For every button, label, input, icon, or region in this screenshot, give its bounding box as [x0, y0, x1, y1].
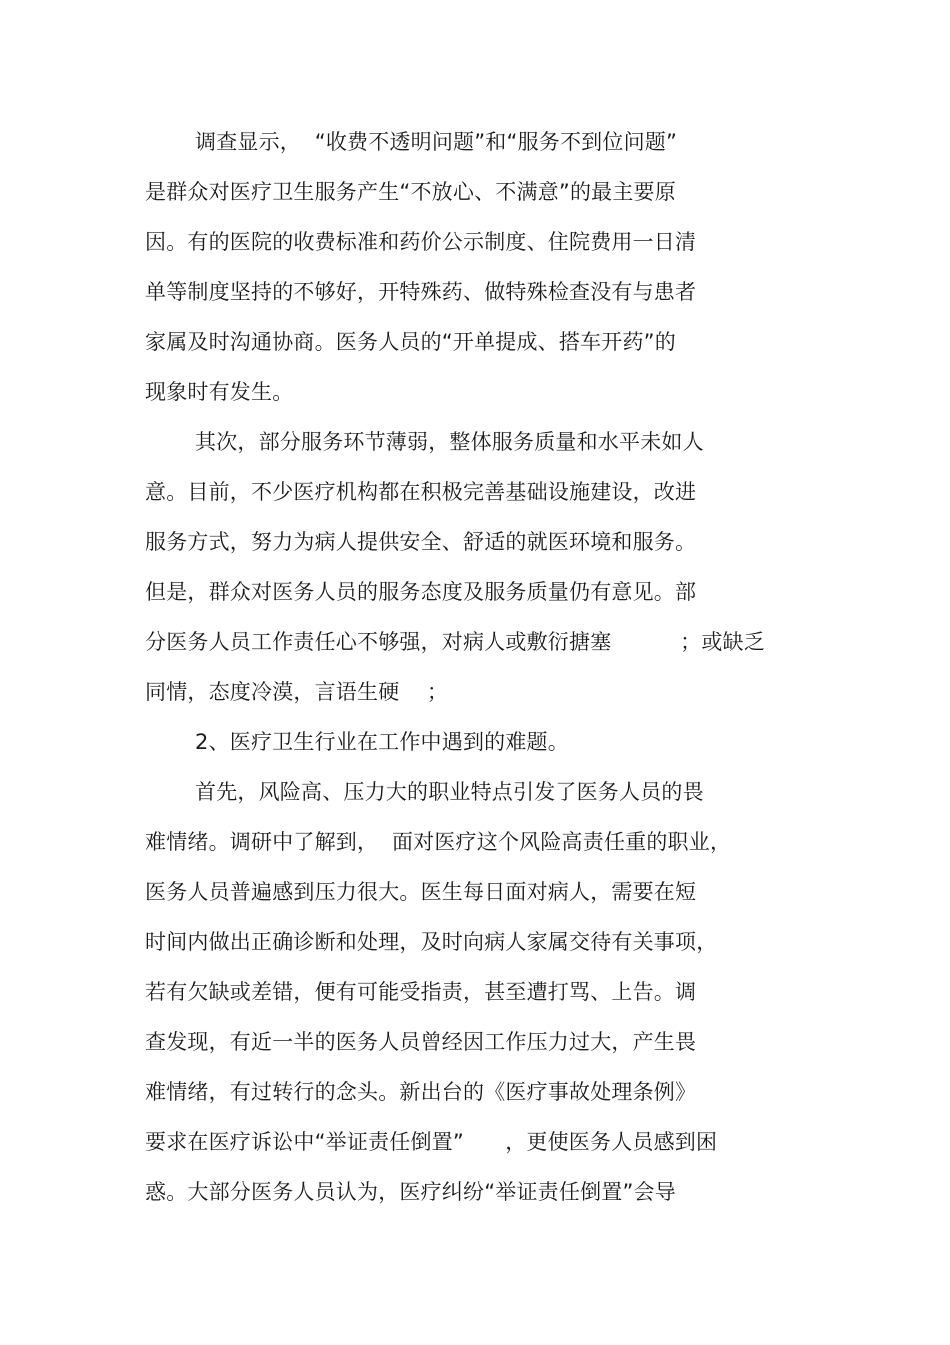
text-line: 服务方式，努力为病人提供安全、舒适的就医环境和服务。 — [145, 530, 697, 554]
text-line: 惑。大部分医务人员认为，医疗纠纷“举证责任倒置”会导 — [145, 1180, 676, 1204]
text-line: 意。目前，不少医疗机构都在积极完善基础设施建设，改进 — [145, 480, 697, 504]
text-line: 首先，风险高、压力大的职业特点引发了医务人员的畏 — [195, 780, 704, 804]
text-line: 分医务人员工作责任心不够强，对病人或敷衍搪塞 ；或缺乏 — [145, 630, 765, 654]
text-line: 是群众对医疗卫生服务产生“不放心、不满意”的最主要原 — [145, 180, 676, 204]
text-line: 因。有的医院的收费标准和药价公示制度、住院费用一日清 — [145, 230, 697, 254]
text-line: 若有欠缺或差错，便有可能受指责，甚至遭打骂、上告。调 — [145, 980, 697, 1004]
text-line: 调查显示， “收费不透明问题”和“服务不到位问题” — [195, 130, 678, 154]
text-line: 现象时有发生。 — [145, 380, 294, 404]
text-line: 家属及时沟通协商。医务人员的“开单提成、搭车开药”的 — [145, 330, 676, 354]
text-line: 同情，态度冷漠，言语生硬 ； — [145, 680, 449, 704]
text-line: 医务人员普遍感到压力很大。医生每日面对病人，需要在短 — [145, 880, 697, 904]
text-line: 时间内做出正确诊断和处理，及时向病人家属交待有关事项， — [145, 930, 718, 954]
text-line: 单等制度坚持的不够好，开特殊药、做特殊检查没有与患者 — [145, 280, 697, 304]
text-line: 查发现，有近一半的医务人员曾经因工作压力过大，产生畏 — [145, 1030, 697, 1054]
text-line: 要求在医疗诉讼中“举证责任倒置” ，更使医务人员感到困 — [145, 1130, 718, 1154]
text-line: 其次，部分服务环节薄弱，整体服务质量和水平未如人 — [195, 430, 704, 454]
text-line: 难情绪。调研中了解到， 面对医疗这个风险高责任重的职业， — [145, 830, 732, 854]
text-line: 但是，群众对医务人员的服务态度及服务质量仍有意见。部 — [145, 580, 697, 604]
section-heading: 2、医疗卫生行业在工作中遇到的难题。 — [195, 730, 569, 754]
text-line: 难情绪，有过转行的念头。新出台的《医疗事故处理条例》 — [145, 1080, 697, 1104]
